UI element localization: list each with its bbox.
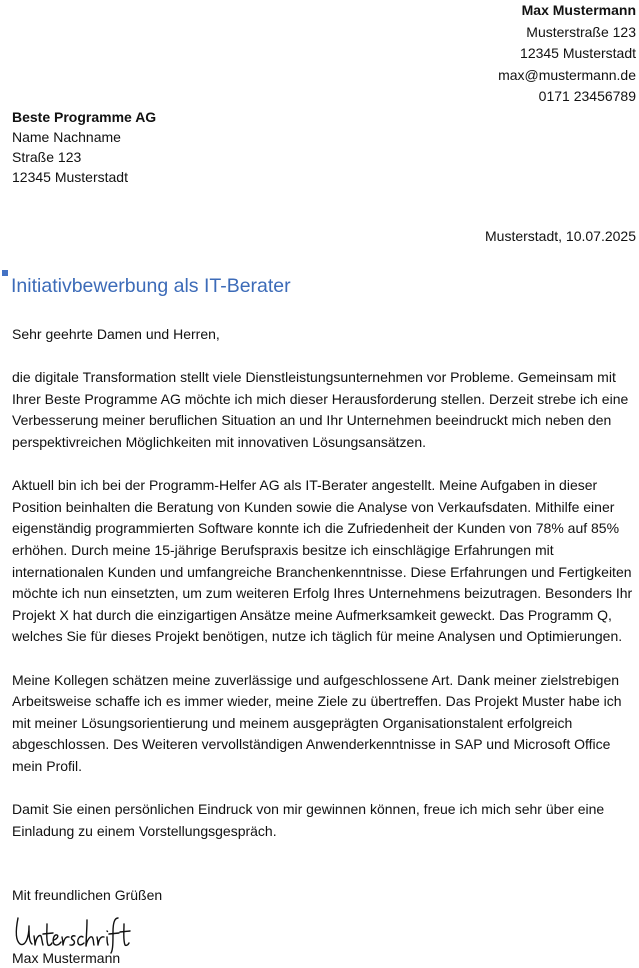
- recipient-street: Straße 123: [12, 149, 82, 165]
- body-paragraph: Damit Sie einen persönlichen Eindruck von mir gewinnen können, freue ich mich sehr über eine Einladung zu einem Vorstellungsgespräch.: [12, 801, 605, 839]
- sender-city: 12345 Musterstadt: [520, 45, 636, 61]
- sender-block: [498, 0, 636, 108]
- salutation: Sehr geehrte Damen und Herren,: [12, 326, 220, 342]
- signer-name: Max Mustermann: [12, 950, 121, 966]
- letter-date: Musterstadt, 10.07.2025: [485, 228, 636, 244]
- closing-phrase: Mit freundlichen Grüßen: [12, 887, 163, 903]
- recipient-city: 12345 Musterstadt: [12, 169, 128, 185]
- body-paragraph: Meine Kollegen schätzen meine zuverlässige und aufgeschlossene Art. Dank meiner zielstrebigen Arbeitsweise schaffe ich es immer wieder, meine Ziele zu übertreffen. Das Projekt Muster habe ich mit meiner Lösungsorientierung und meinem ausgeprägten Organisationstalent erfolgreich abgeschlossen. Des Weiteren vervollständigen Anwenderkenntnisse in SAP und Microsoft Office mein Profil.: [12, 671, 622, 774]
- letter-subject: Initiativbewerbung als IT-Berater: [11, 275, 291, 297]
- letter-body: [12, 324, 637, 864]
- sender-street: Musterstraße 123: [526, 23, 636, 40]
- sender-phone: 0171 23456789: [538, 88, 636, 104]
- sender-name: Max Mustermann: [521, 2, 636, 18]
- recipient-block: [12, 107, 156, 187]
- sender-email: max@mustermann.de: [498, 66, 636, 83]
- recipient-company: Beste Programme AG: [12, 109, 157, 125]
- body-paragraph: die digitale Transformation stellt viele Dienstleistungsunternehmen vor Probleme. Gemeinsam mit Ihrer Beste Programme AG möchte ich mich dieser Herausforderung stellen. Derzeit strebe ich eine Verbesserung meiner beruflichen Situation an und Ihr Unternehmen beeindruckt mich neben den perspektivreichen Möglichkeiten mit innovativen Lösungsansätzen.: [12, 369, 629, 450]
- subject-marker: [2, 270, 8, 276]
- body-paragraph: Aktuell bin ich bei der Programm-Helfer AG als IT-Berater angestellt. Meine Aufgaben in dieser Position beinhalten die Beratung von Kunden sowie die Analyse von Verkaufsdaten. Mithilfe einer eigenständig programmierten Software konnte ich die Zufriedenheit der Kunden von 78% auf 85% erhöhen. Durch meine 15-jährige Berufspraxis besitze ich einschlägige Erfahrungen mit internationalen Kunden und umfangreiche Branchenkenntnisse. Diese Erfahrungen und Fertigkeiten möchte ich nun einsetzten, um zum weiteren Erfolg Ihres Unternehmens beizutragen. Besonders Ihr Projekt X hat durch die einzigartigen Ansätze meine Aufmerksamkeit geweckt. Das Programm Q, welches Sie für dieses Projekt benötigen, nutze ich täglich für meine Analysen und Optimierungen.: [12, 477, 633, 645]
- recipient-contact: Name Nachname: [12, 129, 121, 145]
